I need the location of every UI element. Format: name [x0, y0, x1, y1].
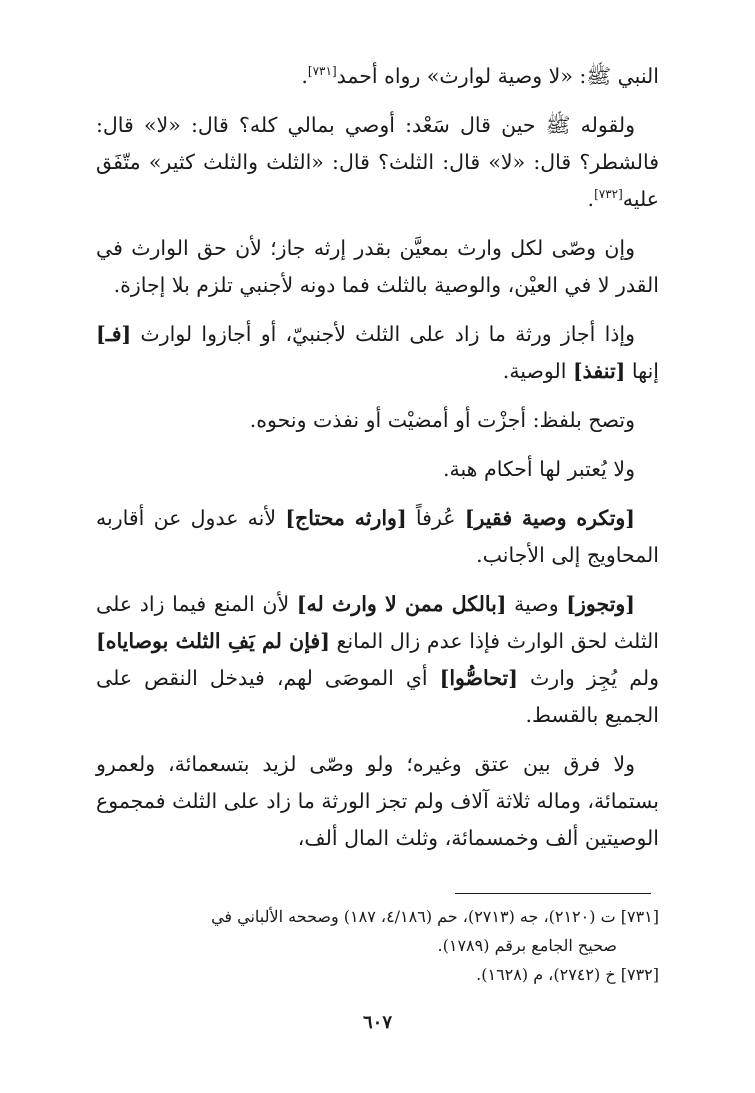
p2-text: ولقوله ﷺ حين قال سَعْد: أوصي بمالي كله؟ قال: «لا» قال: فالشطر؟ قال: «لا» قال: الثلث؟ قال: «الثلث والثلث كثير» متّفَق عليه — [96, 113, 659, 211]
p1-text: النبي ﷺ: «لا وصية لوارث» رواه أحمد — [336, 64, 659, 88]
footnote-732-text: خ (٢٧٤٢)، م (١٦٢٨). — [476, 965, 616, 984]
p2-end: . — [587, 187, 595, 211]
footnote-divider — [455, 893, 651, 894]
paragraph-7 — [96, 500, 659, 574]
footnote-731-ref: [٧٣١] — [620, 907, 659, 926]
p9-text: ولا فرق بين عتق وغيره؛ ولو وصّى لزيد بتسعمائة، ولعمرو بستمائة، وماله ثلاثة آلاف ولم تجز الورثة ما زاد على الثلث فمجموع الوصيتين ألف وخمسمائة، وثلث المال ألف، — [96, 752, 659, 850]
p4-text-c: الوصية. — [502, 359, 573, 383]
paragraph-5 — [96, 402, 659, 439]
p8-matn-a: [وتجوز] — [566, 592, 635, 616]
footnotes — [96, 902, 659, 989]
footnote-731-continuation: صحيح الجامع برقم (١٧٨٩). — [437, 936, 617, 955]
p8-text-b: لأن المنع فيما زاد على الثلث لحق الوارث فإذا عدم زال المانع — [96, 592, 659, 653]
p1-end: . — [301, 64, 308, 88]
p4-matn-fa: [فـ] — [96, 322, 132, 346]
p1-footnote-ref[interactable]: [٧٣١] — [307, 64, 337, 79]
paragraph-3 — [96, 230, 659, 304]
footnote-732 — [96, 960, 659, 989]
p7-matn-b: [وارثه محتاج] — [285, 506, 407, 530]
footnote-731 — [96, 902, 659, 960]
p2-footnote-ref[interactable]: [٧٣٢] — [594, 187, 623, 202]
footnote-731-text: ت (٢١٢٠)، جه (٢٧١٣)، حم (٤/١٨٦، ١٨٧) وصححه الألباني في — [211, 907, 616, 926]
p4-text-a: وإذا أجاز ورثة ما زاد على الثلث لأجنبيّ، أو أجازوا لوارث — [131, 322, 635, 346]
p4-matn-tanfudh: [تنفذ] — [572, 359, 626, 383]
p6-text: ولا يُعتبر لها أحكام هبة. — [442, 457, 635, 481]
paragraph-8 — [96, 586, 659, 734]
p7-text-a: عُرفاً — [406, 506, 465, 530]
paragraph-9 — [96, 746, 659, 857]
p8-text-a: وصية — [506, 592, 567, 616]
footnote-732-ref: [٧٣٢] — [620, 965, 659, 984]
paragraph-2 — [96, 107, 659, 218]
p8-text-c: ولم يُجِز وارث — [517, 666, 659, 690]
p8-matn-d: [تحاصُّوا] — [439, 666, 518, 690]
p8-matn-c: [فإن لم يَفِ الثلث بوصاياه] — [96, 629, 330, 653]
p5-text: وتصح بلفظ: أجزْت أو أمضيْت أو نفذت ونحوه. — [249, 408, 635, 432]
p8-text-d: أي الموصَى لهم، فيدخل النقص على الجميع بالقسط. — [96, 666, 659, 727]
paragraph-6 — [96, 451, 659, 488]
p4-text-b: إنها — [625, 359, 659, 383]
paragraph-1 — [96, 58, 659, 95]
page-number: ٦٠٧ — [362, 1012, 392, 1033]
paragraph-4 — [96, 316, 659, 390]
page-body — [96, 58, 659, 869]
p8-matn-b: [بالكل ممن لا وارث له] — [296, 592, 507, 616]
p7-matn-a: [وتكره وصية فقير] — [464, 506, 636, 530]
p3-text: وإن وصّى لكل وارث بمعيَّن بقدر إرثه جاز؛ لأن حق الوارث في القدر لا في العيْن، والوصية بالثلث فما دونه لأجنبي تلزم بلا إجازة. — [96, 236, 659, 297]
p7-text-b: لأنه عدول عن أقاربه المحاويج إلى الأجانب. — [96, 506, 659, 567]
